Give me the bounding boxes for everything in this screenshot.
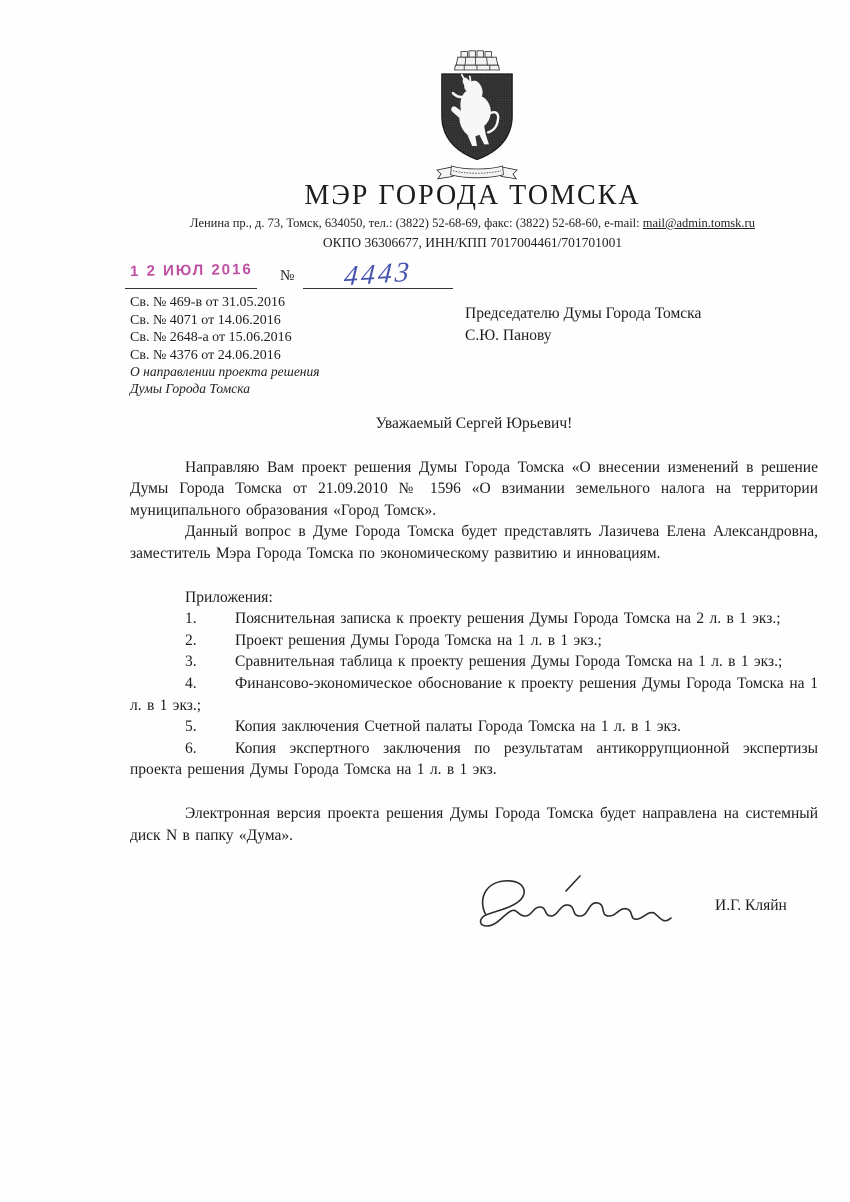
address-line — [95, 216, 850, 231]
closing-paragraph: Электронная версия проекта решения Думы Города Томска будет направлена на системный диск N в папку «Дума». — [130, 804, 818, 844]
reference-line: Св. № 2648-а от 15.06.2016 — [130, 330, 292, 345]
attachments-label: Приложения: — [185, 588, 273, 606]
address-text: Ленина пр., д. 73, Томск, 634050, тел.: (3822) 52-68-69, факс: (3822) 52-68-60, e-mail: — [190, 216, 643, 230]
letter-body — [130, 413, 818, 846]
attachment-number: 3. — [185, 653, 197, 671]
date-stamp: 1 2 ИЮЛ 2016 — [129, 260, 253, 281]
reference-line: Св. № 469-в от 31.05.2016 — [130, 295, 286, 310]
attachment-text: Сравнительная таблица к проекту решения Думы Города Томска на 1 л. в 1 экз.; — [235, 653, 783, 671]
attachment-text: Копия экспертного заключения по результатам антикоррупционной экспертизы проекта решения Думы Города Томска на 1 л. в 1 экз. — [130, 739, 818, 779]
attachment-text: Финансово-экономическое обоснование к проекту решения Думы Города Томска на 1 л. в 1 экз.; — [130, 674, 818, 714]
signature-row — [130, 865, 818, 945]
number-sign: № — [280, 268, 295, 284]
subject-line: О направлении проекта решения — [130, 364, 320, 379]
attachment-text: Копия заключения Счетной палаты Города Томска на 1 л. в 1 экз. — [235, 718, 681, 736]
date-number-row — [125, 256, 545, 296]
okpo-line: ОКПО 36306677, ИНН/КПП 7017004461/701701001 — [322, 235, 623, 250]
addressee-block — [465, 303, 701, 347]
motto-ribbon — [437, 166, 517, 179]
addressee-line: С.Ю. Панову — [465, 327, 552, 344]
attachment-text: Пояснительная записка к проекту решения Думы Города Томска на 2 л. в 1 экз.; — [235, 610, 781, 628]
body-paragraph: Направляю Вам проект решения Думы Города Томска «О внесении изменений в решение Думы Города Томска от 21.09.2010 № 1596 «О взимании земельного налога на территории муниципального образования «Город Томск». — [130, 458, 818, 519]
attachment-number: 6. — [185, 739, 197, 757]
attachment-number: 2. — [185, 631, 197, 649]
letterhead — [0, 180, 850, 251]
attachment-number: 4. — [185, 674, 197, 692]
salutation: Уважаемый Сергей Юрьевич! — [375, 415, 573, 432]
attachment-text: Проект решения Думы Города Томска на 1 л. в 1 экз.; — [235, 631, 602, 649]
reference-line: Св. № 4071 от 14.06.2016 — [130, 312, 281, 328]
date-stamp-line — [125, 262, 257, 289]
signer-name: И.Г. Кляйн — [715, 897, 787, 914]
mural-crown-icon — [455, 51, 500, 70]
subject-line: Думы Города Томска — [130, 380, 250, 396]
body-paragraph: Данный вопрос в Думе Города Томска будет представлять Лазичева Елена Александровна, заместитель Мэра Города Томска по экономическому развитию и инновациям. — [130, 523, 818, 562]
doc-number-line — [303, 256, 453, 293]
attachment-item — [130, 608, 818, 630]
reference-line: Св. № 4376 от 24.06.2016 — [130, 347, 281, 363]
email-link: mail@admin.tomsk.ru — [642, 216, 755, 230]
tomsk-coat-of-arms — [427, 50, 527, 182]
handwritten-doc-number: 4443 — [343, 256, 414, 293]
attachment-number: 1. — [185, 610, 197, 628]
attachment-number: 5. — [185, 718, 197, 736]
handwritten-signature — [470, 871, 680, 933]
attachment-item — [130, 651, 818, 673]
attachment-item — [130, 630, 818, 652]
org-title: МЭР ГОРОДА ТОМСКА — [304, 180, 641, 211]
addressee-line: Председателю Думы Города Томска — [465, 305, 702, 322]
attachment-item — [130, 738, 818, 781]
reference-list — [130, 294, 292, 364]
attachment-item — [130, 716, 818, 738]
subject-block — [130, 364, 320, 397]
attachment-item — [130, 673, 818, 716]
